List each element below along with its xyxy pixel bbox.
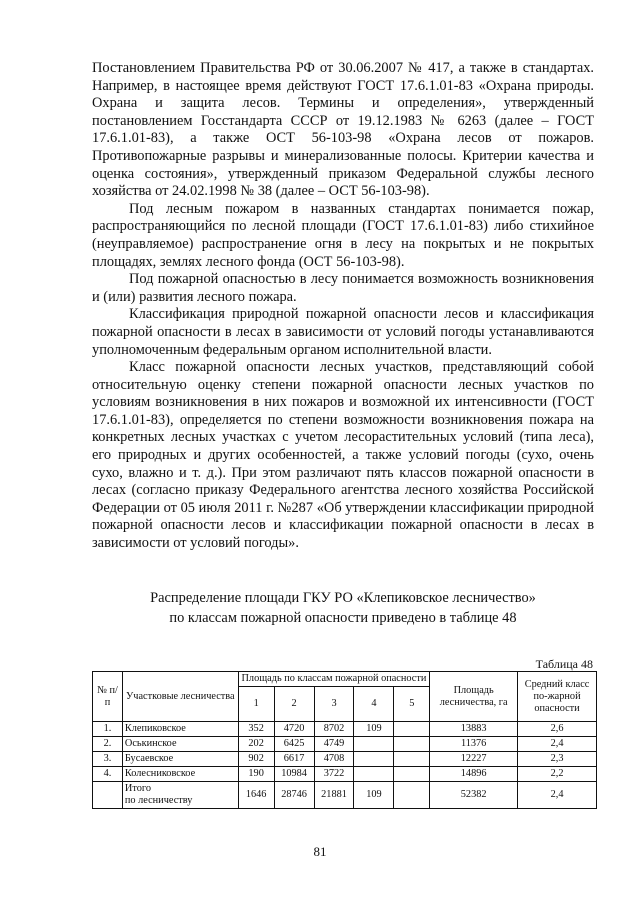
paragraph: Класс пожарной опасности лесных участков, представляющий собой относительную оценку степени пожарной опасности лесных участков по условиям возникновения в них пожаров и возможной их интенсивности (ГОСТ 17.6.1.01-83), определяется по степени возможности возникновения пожара на конкретных лесных участках с учетом лесорастительных условий (типа леса), его природных и других особенностей, а также условий погоды (сухо, очень сухо, влажно и т. д.). При этом различают пять классов пожарной опасности в лесах (согласно приказу Федерального агентства лесного хозяйства Российской Федерации от 05 июля 2011 г. №287 «Об утверждении классификации природной пожарной опасности лесов и классификации пожарной опасности в лесах в зависимости от условий погоды».	[92, 359, 594, 552]
cell-class-3: 4708	[314, 752, 354, 767]
body-text	[92, 60, 594, 553]
cell-class-4: 109	[354, 722, 394, 737]
cell-name: Оськинское	[122, 737, 238, 752]
cell-num	[93, 782, 123, 809]
table-label: Таблица 48	[535, 657, 593, 671]
fire-danger-table	[92, 671, 597, 809]
cell-area: 52382	[430, 782, 518, 809]
cell-num: 4.	[93, 767, 123, 782]
paragraph: Под пожарной опасностью в лесу понимается возможность возникновения и (или) развития лесного пожара.	[92, 271, 594, 305]
cell-name: Клепиковское	[122, 722, 238, 737]
table-row	[93, 752, 597, 767]
cell-class-3: 21881	[314, 782, 354, 809]
header-class-2: 2	[274, 687, 314, 722]
header-class-4: 4	[354, 687, 394, 722]
total-sublabel: по лесничеству	[124, 795, 193, 806]
header-class-5: 5	[394, 687, 430, 722]
cell-class-2: 4720	[274, 722, 314, 737]
cell-name	[122, 782, 238, 809]
header-class-3: 3	[314, 687, 354, 722]
table-caption	[92, 588, 594, 628]
cell-num: 1.	[93, 722, 123, 737]
caption-line-2: по классам пожарной опасности приведено в таблице 48	[169, 610, 517, 626]
cell-area: 13883	[430, 722, 518, 737]
cell-class-1: 202	[238, 737, 274, 752]
header-num: № п/п	[93, 672, 123, 722]
page-number: 81	[313, 844, 327, 859]
cell-class-3: 8702	[314, 722, 354, 737]
cell-class-2: 6425	[274, 737, 314, 752]
cell-num: 3.	[93, 752, 123, 767]
cell-class-5	[394, 737, 430, 752]
cell-num: 2.	[93, 737, 123, 752]
cell-name: Колесниковское	[122, 767, 238, 782]
cell-class-2: 10984	[274, 767, 314, 782]
cell-class-1: 1646	[238, 782, 274, 809]
cell-area: 11376	[430, 737, 518, 752]
caption-line-1: Распределение площади ГКУ РО «Клепиковское лесничество»	[150, 590, 536, 606]
table-row	[93, 767, 597, 782]
cell-avg: 2,4	[518, 782, 597, 809]
cell-class-3: 3722	[314, 767, 354, 782]
cell-class-5	[394, 752, 430, 767]
header-class-1: 1	[238, 687, 274, 722]
table-total-row	[93, 782, 597, 809]
cell-class-2: 28746	[274, 782, 314, 809]
cell-avg: 2,4	[518, 737, 597, 752]
cell-class-4	[354, 767, 394, 782]
cell-area: 12227	[430, 752, 518, 767]
header-area: Площадь лесничества, га	[430, 672, 518, 722]
cell-class-1: 190	[238, 767, 274, 782]
cell-area: 14896	[430, 767, 518, 782]
header-name: Участковые лесничества	[122, 672, 238, 722]
header-classes-group: Площадь по классам пожарной опасности	[238, 672, 430, 687]
cell-class-3: 4749	[314, 737, 354, 752]
cell-class-5	[394, 767, 430, 782]
cell-class-4	[354, 737, 394, 752]
cell-class-1: 902	[238, 752, 274, 767]
table-row	[93, 722, 597, 737]
cell-class-4	[354, 752, 394, 767]
total-label: Итого	[124, 783, 151, 794]
cell-class-4: 109	[354, 782, 394, 809]
header-row	[93, 672, 597, 687]
cell-avg: 2,6	[518, 722, 597, 737]
cell-avg: 2,2	[518, 767, 597, 782]
cell-class-2: 6617	[274, 752, 314, 767]
paragraph: Классификация природной пожарной опасности лесов и классификация пожарной опасности в лесах в зависимости от условий погоды устанавливаются уполномоченным федеральным органом исполнительной власти.	[92, 306, 594, 358]
header-avg: Средний класс по-жарной опасности	[518, 672, 597, 722]
cell-class-5	[394, 782, 430, 809]
paragraph: Постановлением Правительства РФ от 30.06.2007 № 417, а также в стандартах. Например, в настоящее время действуют ГОСТ 17.6.1.01-83 «Охрана природы. Охрана и защита лесов. Термины и определения», утвержденный постановлением Госстандарта СССР от 19.12.1983 № 6263 (далее – ГОСТ 17.6.1.01-83), а также ОСТ 56-103-98 «Охрана лесов от пожаров. Противопожарные разрывы и минерализованные полосы. Критерии качества и оценка состояния», утвержденный приказом Федеральной службы лесного хозяйства от 24.02.1998 № 38 (далее – ОСТ 56-103-98).	[92, 60, 594, 200]
cell-avg: 2,3	[518, 752, 597, 767]
cell-class-1: 352	[238, 722, 274, 737]
paragraph: Под лесным пожаром в названных стандартах понимается пожар, распространяющийся по лесной площади (ГОСТ 17.6.1.01-83) либо стихийное (неуправляемое) распространение огня в лесу на покрытых и не покрытых площадях, землях лесного фонда (ОСТ 56-103-98).	[92, 200, 594, 270]
cell-class-5	[394, 722, 430, 737]
cell-name: Бусаевское	[122, 752, 238, 767]
table-row	[93, 737, 597, 752]
